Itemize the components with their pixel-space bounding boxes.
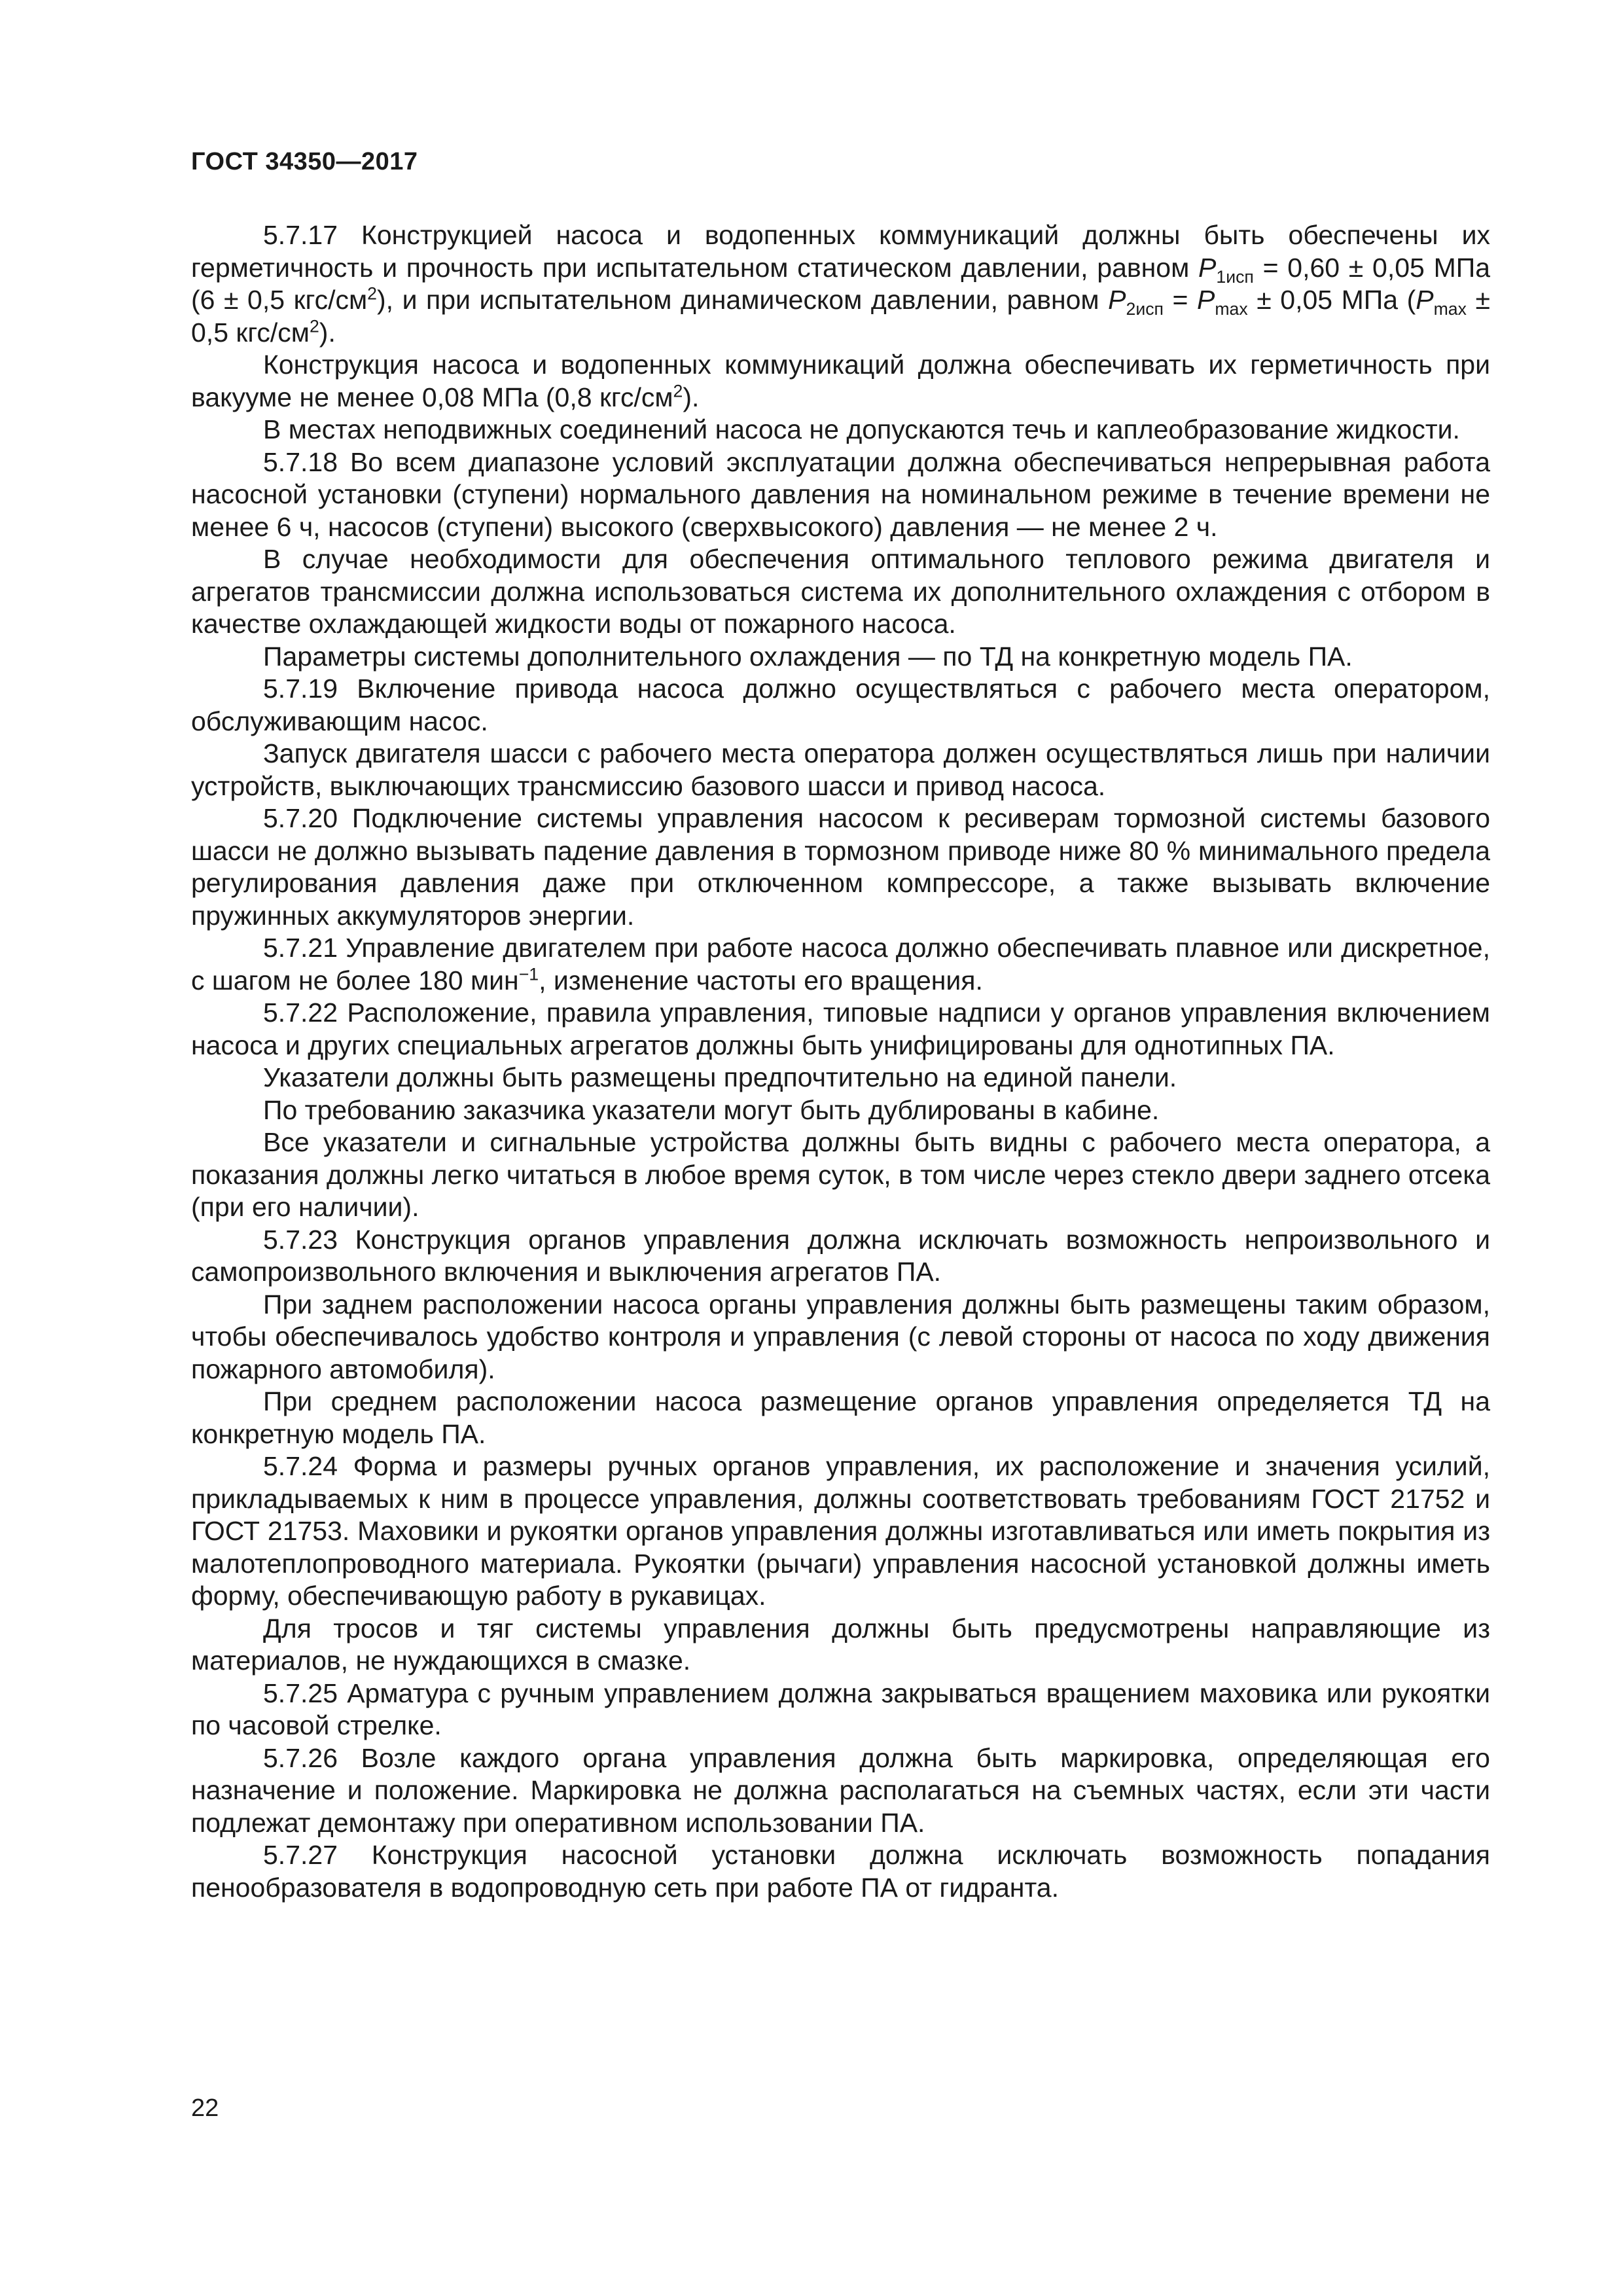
paragraph-vacuum: Конструкция насоса и водопенных коммуникаций должна обеспечивать их герметичность при вакууме не менее 0,08 МПа (0,8 кгс/$см^2$). (191, 350, 1490, 412)
paragraph-5-7-20: 5.7.20 Подключение системы управления насосом к ресиверам тормозной системы базового шасси не должно вызывать падение давления в тормозном приводе ниже 80 % минимального предела регулирования давления даже при отключенном компрессоре, а также вызывать включение пружинных аккумуляторов энергии. (191, 803, 1490, 931)
paragraph-5-7-18: 5.7.18 Во всем диапазоне условий эксплуатации должна обеспечиваться непрерывная работа насосной установки (ступени) нормального давления на номинальном режиме в течение времени не менее 6 ч, насосов (ступени) высокого (сверхвысокого) давления — не менее 2 ч. (191, 446, 1490, 542)
paragraph-5-7-17: 5.7.17 Конструкцией насоса и водопенных коммуникаций должны быть обеспечены их герметичность и прочность при испытательном статическом давлении, равном $P_{1исп} = 0,60 \pm 0,05$ МПа (6 ± 0,5 кгс/$см^2$), и при испытательном динамическом давлении, равном $P_{2исп} = P_{max} \pm 0,05$ МПа ($P_{max} \pm 0,5$ кгс/$см^2$). (191, 220, 1491, 348)
paragraph-5-7-22: 5.7.22 Расположение, правила управления, типовые надписи у органов управления включением насоса и других специальных агрегатов должны быть унифицированы для однотипных ПА. (191, 997, 1490, 1060)
paragraph: При среднем расположении насоса размещение органов управления определяется ТД на конкретную модель ПА. (191, 1386, 1490, 1449)
paragraph: При заднем расположении насоса органы управления должны быть размещены таким образом, чтобы обеспечивалось удобство контроля и управления (с левой стороны от насоса по ходу движения пожарного автомобиля). (191, 1289, 1490, 1384)
paragraph: Указатели должны быть размещены предпочтительно на единой панели. (263, 1062, 1177, 1092)
document-body (191, 219, 1490, 1904)
paragraph: Для тросов и тяг системы управления должны быть предусмотрены направляющие из материалов, не нуждающихся в смазке. (191, 1613, 1490, 1676)
document-header: ГОСТ 34350—2017 (191, 148, 418, 175)
paragraph: Параметры системы дополнительного охлаждения — по ТД на конкретную модель ПА. (263, 641, 1353, 672)
paragraph: В местах неподвижных соединений насоса не допускаются течь и каплеобразование жидкости. (263, 414, 1460, 444)
paragraph: В случае необходимости для обеспечения оптимального теплового режима двигателя и агрегатов трансмиссии должна использоваться система их дополнительного охлаждения с отбором в качестве охлаждающей жидкости воды от пожарного насоса. (191, 544, 1490, 639)
paragraph: Запуск двигателя шасси с рабочего места оператора должен осуществляться лишь при наличии устройств, выключающих трансмиссию базового шасси и привод насоса. (191, 738, 1490, 801)
paragraph: По требованию заказчика указатели могут быть дублированы в кабине. (263, 1094, 1160, 1125)
paragraph-5-7-21: 5.7.21 Управление двигателем при работе насоса должно обеспечивать плавное или дискретное, с шагом не более 180 мин$^{-1}$, изменение частоты его вращения. (191, 933, 1490, 996)
paragraph-5-7-24: 5.7.24 Форма и размеры ручных органов управления, их расположение и значения усилий, прикладываемых к ним в процессе управления, должны соответствовать требованиям ГОСТ 21752 и ГОСТ 21753. Маховики и рукоятки органов управления должны изготавливаться или иметь покрытия из малотеплопроводного материала. Рукоятки (рычаги) управления насосной установкой должны иметь форму, обеспечивающую работу в рукавицах. (191, 1451, 1490, 1611)
paragraph-5-7-25: 5.7.25 Арматура с ручным управлением должна закрываться вращением маховика или рукоятки по часовой стрелке. (191, 1677, 1490, 1740)
paragraph-5-7-27: 5.7.27 Конструкция насосной установки должна исключать возможность попадания пенообразователя в водопроводную сеть при работе ПА от гидранта. (191, 1840, 1490, 1903)
paragraph-5-7-19: 5.7.19 Включение привода насоса должно осуществляться с рабочего места оператором, обслуживающим насос. (191, 673, 1490, 736)
paragraph-5-7-26: 5.7.26 Возле каждого органа управления должна быть маркировка, определяющая его назначение и положение. Маркировка не должна располагаться на съемных частях, если эти части подлежат демонтажу при оперативном использовании ПА. (191, 1742, 1490, 1838)
paragraph-5-7-23: 5.7.23 Конструкция органов управления должна исключать возможность непроизвольного и самопроизвольного включения и выключения агрегатов ПА. (191, 1224, 1490, 1287)
paragraph: Все указатели и сигнальные устройства должны быть видны с рабочего места оператора, а показания должны легко читаться в любое время суток, в том числе через стекло двери заднего отсека (при его наличии). (191, 1127, 1490, 1222)
page-number: 22 (191, 2094, 219, 2122)
